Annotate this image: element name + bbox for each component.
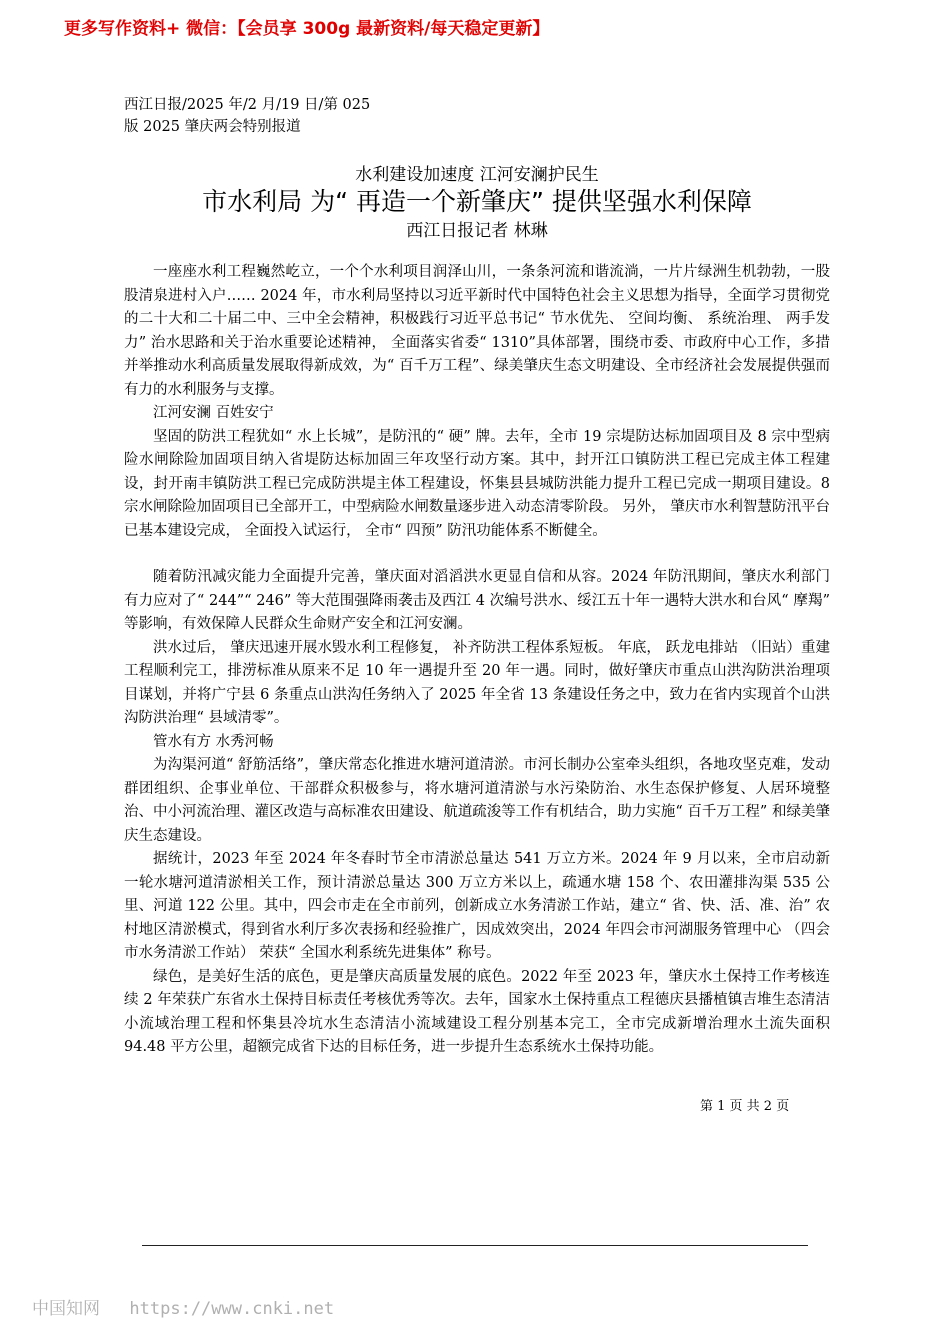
footer-divider xyxy=(142,1245,808,1246)
article-body xyxy=(124,261,830,1060)
paragraph: 为沟渠河道“ 舒筋活络”，肇庆常态化推进水塘河道清淤。市河长制办公室牵头组织，各地攻坚克难，发动群团组织、企事业单位、干部群众积极参与，将水塘河道清淤与水污染防治、水生态保护修复、人居环境整治、中小河流治理、灌区改造与高标准农田建设、航道疏浚等工作有机结合，助力实施“ 百千万工程” 和绿美肇庆生态建设。 xyxy=(124,757,830,844)
paragraph: 随着防汛减灾能力全面提升完善，肇庆面对滔滔洪水更显自信和从容。2024 年防汛期间，肇庆水利部门有力应对了“ 244”“ 246” 等大范围强降雨袭击及西江 4 次编号洪水、绥江五十年一遇特大洪水和台风“ 摩羯” 等影响，有效保障人民群众生命财产安全和江河安澜。 xyxy=(124,569,830,632)
article-subtitle: 水利建设加速度 江河安澜护民生 xyxy=(355,165,599,185)
section-heading: 管水有方 水秀河畅 xyxy=(153,733,274,750)
article-byline: 西江日报记者 林琳 xyxy=(406,221,548,241)
paragraph: 洪水过后， 肇庆迅速开展水毁水利工程修复， 补齐防洪工程体系短板。 年底， 跃龙电排站 （旧站）重建工程顺利完工，排涝标准从原来不足 10 年一遇提升至 20 年一遇。同时，做好肇庆市重点山洪沟防洪治理项目谋划，并将广宁县 6 条重点山洪沟任务纳入了 2025 年全省 13 条建设任务之中，致力在省内实现首个山洪沟防洪治理“ 县域清零”。 xyxy=(124,639,830,726)
watermark-url[interactable]: https://www.cnki.net xyxy=(129,1299,335,1319)
source-line-1: 西江日报/2025 年/2 月/19 日/第 025 xyxy=(124,97,371,113)
cnki-watermark xyxy=(32,1294,334,1319)
paragraph: 坚固的防洪工程犹如“ 水上长城”，是防汛的“ 硬” 牌。去年，全市 19 宗堤防达标加固项目及 8 宗中型病险水闸除险加固项目纳入省堤防达标加固三年攻坚行动方案。其中，封开江口镇防洪工程已完成主体工程建设，封开南丰镇防洪工程已完成防洪堤主体工程建设，怀集县县城防洪能力提升工程已完成一期项目建设。8 宗水闸除险加固项目已全部开工，中型病险水闸数量逐步进入动态清零阶段。 另外， 肇庆市水利智慧防汛平台已基本建设完成， 全面投入试运行， 全市“ 四预” 防汛功能体系不断健全。 xyxy=(124,428,830,539)
watermark-site: 中国知网 xyxy=(32,1299,100,1319)
promo-banner: 更多写作资料+ 微信：【会员享 300g 最新资料/每天稳定更新】 xyxy=(64,19,550,39)
paragraph: 绿色，是美好生活的底色，更是肇庆高质量发展的底色。2022 年至 2023 年，肇庆水土保持工作考核连续 2 年荣获广东省水土保持目标责任考核优秀等次。去年，国家水土保持重点工程德庆县播植镇吉堆生态清洁小流域治理工程和怀集县冷坑水生态清洁小流域建设工程分别基本完工，全市完成新增治理水土流失面积 94.48 平方公里，超额完成省下达的目标任务，进一步提升生态系统水土保持功能。 xyxy=(124,968,830,1055)
paragraph: 据统计，2023 年至 2024 年冬春时节全市清淤总量达 541 万立方米。2024 年 9 月以来，全市启动新一轮水塘河道清淤相关工作，预计清淤总量达 300 万立方米以上，疏通水塘 158 个、农田灌排沟渠 535 公里、河道 122 公里。其中，四会市走在全市前列，创新成立水务清淤工作站，建立“ 省、快、活、准、治” 农村地区清淤模式，得到省水利厅多次表扬和经验推广，因成效突出，2024 年四会市河湖服务管理中心 （四会市水务清淤工作站） 荣获“ 全国水利系统先进集体” 称号。 xyxy=(124,851,830,961)
source-line-2: 版 2025 肇庆两会特别报道 xyxy=(124,119,301,135)
page-number: 第 1 页 共 2 页 xyxy=(700,1099,790,1114)
section-heading: 江河安澜 百姓安宁 xyxy=(153,405,274,421)
source-info xyxy=(124,94,444,138)
article-title: 市水利局 为“ 再造一个新肇庆” 提供坚强水利保障 xyxy=(202,187,752,216)
paragraph-gap xyxy=(124,543,830,566)
paragraph: 一座座水利工程巍然屹立，一个个水利项目润泽山川，一条条河流和谐流淌，一片片绿洲生机勃勃，一股股清泉进村入户…… 2024 年，市水利局坚持以习近平新时代中国特色社会主义思想为指导，全面学习贯彻党的二十大和二十届二中、三中全会精神，积极践行习近平总书记“ 节水优先、 空间均衡、 系统治理、 两手发力” 治水思路和关于治水重要论述精神， 全面落实省委“ 1310”具体部署，围绕市委、市政府中心工作，多措并举推动水利高质量发展取得新成效，为“ 百千万工程”、绿美肇庆生态文明建设、全市经济社会发展提供强而有力的水利服务与支撑。 xyxy=(124,264,830,398)
